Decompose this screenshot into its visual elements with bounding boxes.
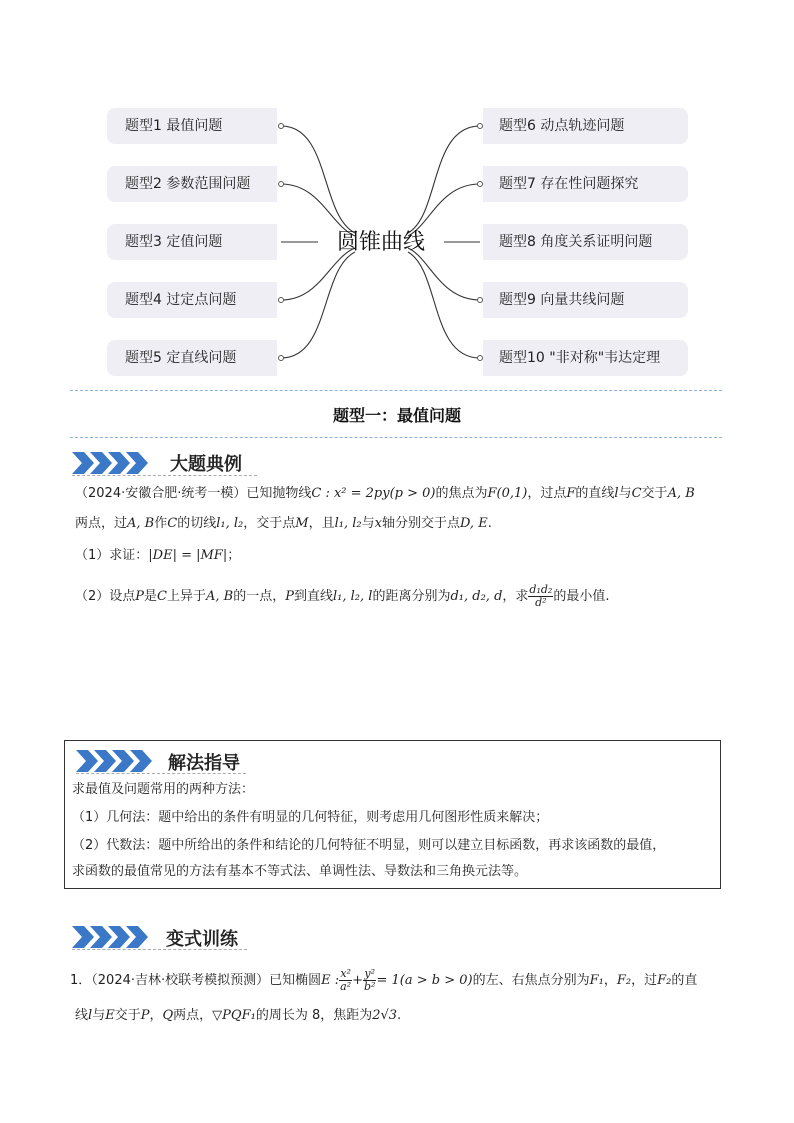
example-banner: 大题典例 — [170, 454, 242, 475]
guide-line-1: 求最值及问题常用的两种方法： — [72, 782, 255, 797]
example-question-1: （1）求证：|DE| = |MF|； — [75, 548, 241, 563]
mindmap-topic-4: 题型4 过定点问题 — [107, 282, 277, 318]
mindmap-topic-3: 题型3 定值问题 — [107, 224, 277, 260]
divider-bottom — [70, 437, 722, 438]
guide-banner: 解法指导 — [168, 753, 240, 774]
mindmap-center: 圆锥曲线 — [336, 230, 425, 255]
mindmap-topic-6: 题型6 动点轨迹问题 — [483, 108, 688, 144]
chevron-banner-icon — [72, 926, 162, 948]
practice-line-1: 1．（2024·吉林·校联考模拟预测）已知椭圆E : $\frac{\text{x²}}{\text{a²}}$ + $\frac{\text{y²}}{\text{b²}}$ = 1(a > b > 0)的左、右焦点分别为F₁，F₂，过F₂的直 — [70, 967, 698, 993]
mindmap-topic-5: 题型5 定直线问题 — [107, 340, 277, 376]
divider-top — [70, 390, 722, 391]
practice-line-2: 线l与E交于P，Q两点，▽PQF₁的周长为 8，焦距为2√3. — [75, 1008, 402, 1023]
mindmap-topic-10: 题型10 "非对称"韦达定理 — [483, 340, 688, 376]
banner-underline — [76, 773, 246, 774]
banner-underline — [72, 475, 257, 476]
chevron-banner-icon — [76, 750, 166, 772]
mindmap-topic-9: 题型9 向量共线问题 — [483, 282, 688, 318]
chevron-banner-icon — [72, 452, 162, 474]
example-line-1: （2024·安徽合肥·统考一模）已知抛物线C : x² = 2py(p > 0)的焦点为F(0,1)，过点F的直线l与C交于A, B — [75, 486, 695, 501]
guide-line-2: （1）几何法：题中给出的条件有明显的几何特征，则考虑用几何图形性质来解决； — [72, 810, 549, 825]
mindmap-topic-2: 题型2 参数范围问题 — [107, 166, 277, 202]
section-title: 题型一：最值问题 — [332, 406, 461, 425]
example-question-2: （2）设点P是C上异于A, B的一点，P到直线l₁, l₂, l的距离分别为d₁, d₂, d，求 $\frac{\text{d₁d₂}}{\text{d²}}$ 的最小值. — [75, 583, 610, 609]
mindmap-topic-1: 题型1 最值问题 — [107, 108, 277, 144]
mindmap-topic-8: 题型8 角度关系证明问题 — [483, 224, 688, 260]
guide-line-3: （2）代数法：题中所给出的条件和结论的几何特征不明显，则可以建立目标函数，再求该函数的最值， — [72, 838, 666, 853]
mindmap-topic-7: 题型7 存在性问题探究 — [483, 166, 688, 202]
guide-line-4: 求函数的最值常见的方法有基本不等式法、单调性法、导数法和三角换元法等。 — [72, 864, 528, 879]
fraction-d1d2-over-d2: $\frac{\text{d₁d₂}}{\text{d²}}$ — [529, 583, 553, 609]
practice-banner: 变式训练 — [166, 929, 238, 950]
example-line-2: 两点，过A, B作C的切线l₁, l₂，交于点M，且l₁, l₂与x轴分别交于点D, E. — [75, 516, 492, 531]
banner-underline — [72, 949, 247, 950]
